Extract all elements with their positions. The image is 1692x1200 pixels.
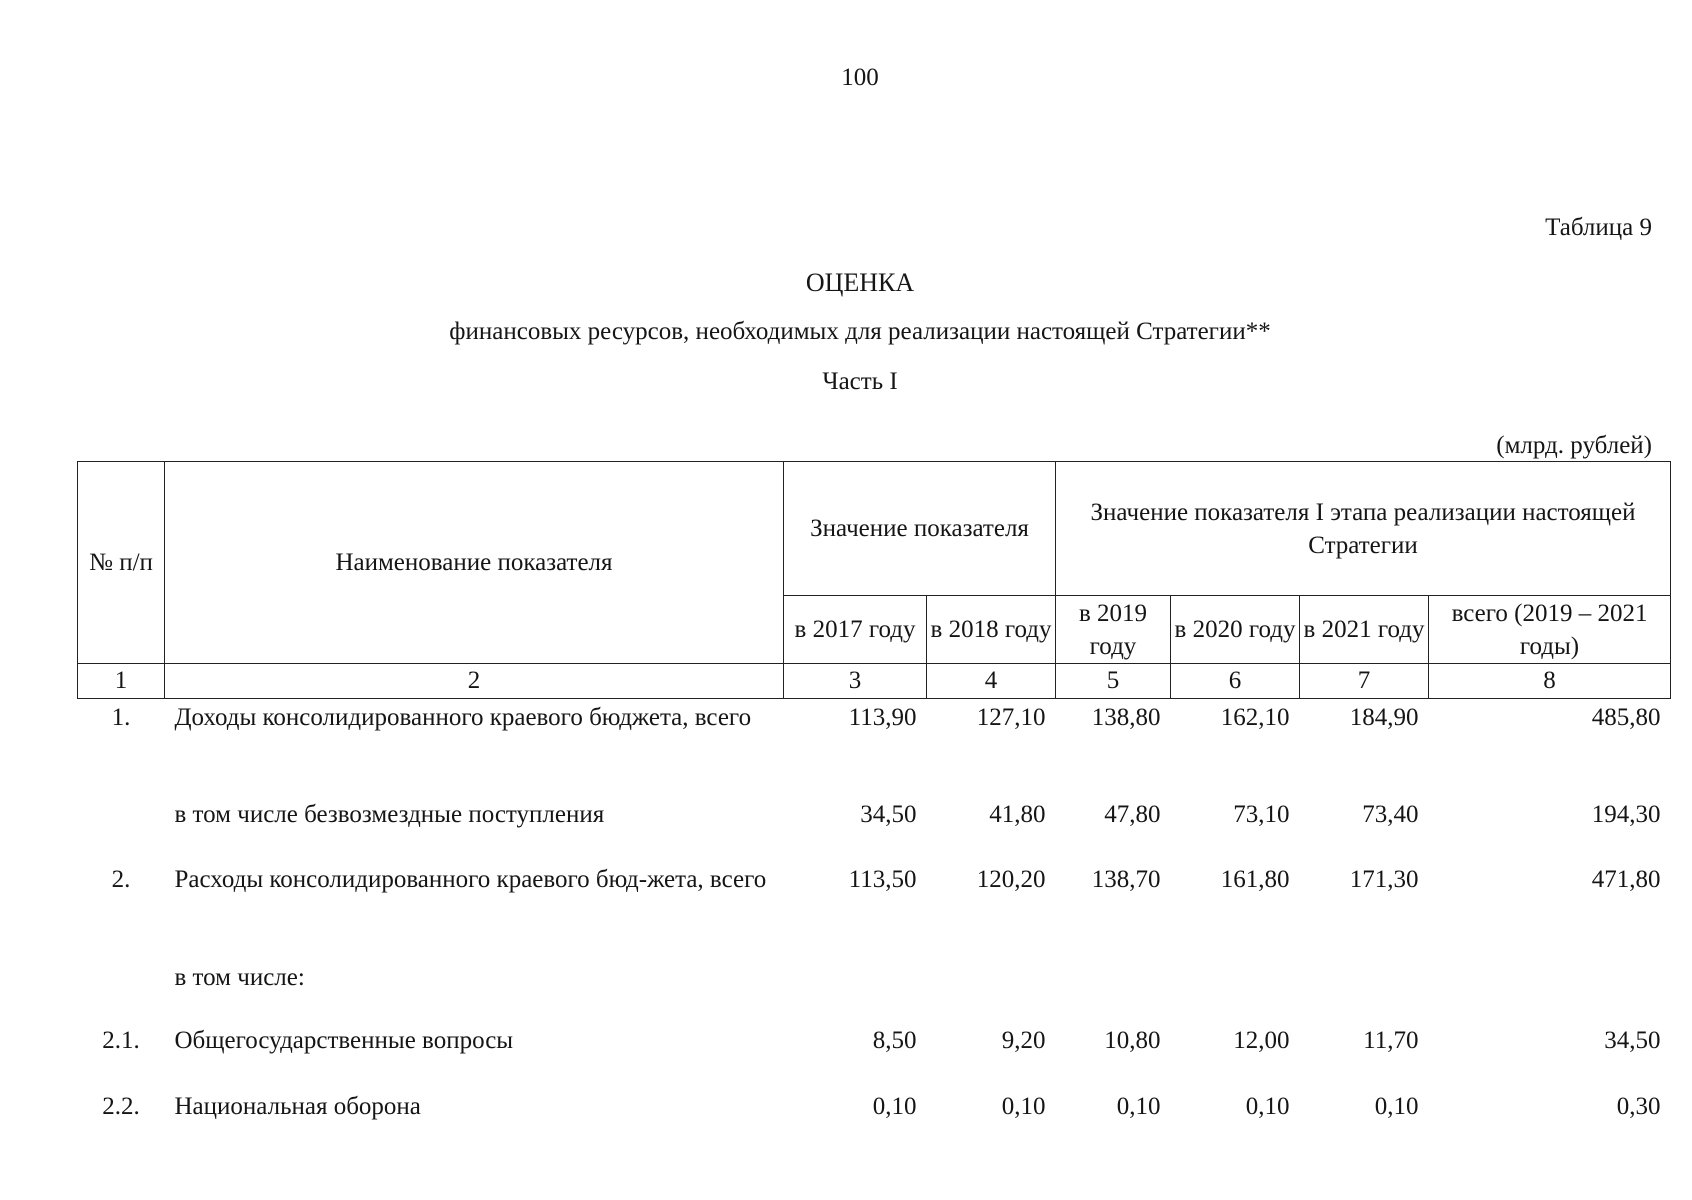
value-total [1429, 959, 1671, 1022]
row-num: 2.1. [102, 1026, 140, 1054]
header-stage-group: Значение показателя I этапа реализации настоящей Стратегии [1056, 462, 1671, 596]
column-number: 7 [1300, 664, 1429, 699]
column-number: 5 [1056, 664, 1171, 699]
value-2019: 47,80 [1104, 800, 1161, 828]
page-number: 100 [841, 64, 879, 91]
row-num: 2.2. [102, 1092, 140, 1120]
row-num [78, 959, 165, 1022]
value-2018: 127,10 [976, 704, 1046, 731]
finance-table [77, 461, 1671, 1148]
value-2019: 138,70 [1091, 865, 1161, 893]
row-name: Национальная оборона [174, 1092, 421, 1120]
table-row [78, 699, 1671, 796]
value-2020 [1171, 959, 1300, 1022]
table-row [78, 861, 1671, 959]
value-2021: 73,40 [1362, 800, 1419, 828]
value-2021 [1300, 959, 1429, 1022]
value-2020: 161,80 [1220, 865, 1290, 893]
column-number-row [78, 664, 1671, 699]
row-num [78, 796, 165, 861]
row-name: Доходы консолидированного краевого бюджета, всего [174, 704, 752, 731]
value-total: 194,30 [1591, 800, 1661, 828]
value-2019: 0,10 [1116, 1092, 1161, 1120]
table-label: Таблица 9 [1545, 214, 1652, 241]
value-2019 [1056, 959, 1171, 1022]
header-value-group: Значение показателя [784, 462, 1056, 596]
value-2017: 113,50 [848, 865, 917, 893]
value-total: 485,80 [1591, 704, 1661, 731]
value-2020: 73,10 [1233, 800, 1290, 828]
value-2018: 120,20 [976, 865, 1046, 893]
value-2021: 11,70 [1363, 1026, 1419, 1054]
value-2019: 138,80 [1091, 704, 1161, 731]
value-2020: 162,10 [1220, 704, 1290, 731]
header-2018: в 2018 году [927, 596, 1056, 664]
value-2021: 0,10 [1374, 1092, 1419, 1120]
table-row [78, 1022, 1671, 1088]
value-total: 34,50 [1604, 1026, 1661, 1054]
table-row [78, 1088, 1671, 1148]
column-number: 3 [784, 664, 927, 699]
units-label: (млрд. рублей) [1496, 432, 1652, 459]
value-2018: 0,10 [1001, 1092, 1046, 1120]
value-2017: 113,90 [848, 704, 917, 731]
value-2021: 184,90 [1349, 704, 1419, 731]
document-title: ОЦЕНКА [805, 268, 915, 297]
value-2017: 8,50 [872, 1026, 917, 1054]
header-name: Наименование показателя [165, 462, 784, 664]
value-2017 [784, 959, 927, 1022]
value-2018: 41,80 [989, 800, 1046, 828]
value-2021: 171,30 [1349, 865, 1419, 893]
table-row [78, 796, 1671, 861]
row-name: в том числе безвозмездные поступления [174, 800, 605, 828]
value-total: 0,30 [1616, 1092, 1661, 1120]
table-row [78, 959, 1671, 1022]
finance-table-wrap [77, 461, 1670, 1148]
column-number: 1 [78, 664, 165, 699]
header-row-1 [78, 462, 1671, 596]
row-name: Общегосударственные вопросы [174, 1026, 514, 1054]
row-name: в том числе: [174, 963, 305, 991]
value-2020: 12,00 [1233, 1026, 1290, 1054]
value-2019: 10,80 [1104, 1026, 1161, 1054]
header-2021: в 2021 году [1300, 596, 1429, 664]
row-name: Расходы консолидированного краевого бюд-жета, всего [174, 865, 767, 893]
value-2017: 34,50 [860, 800, 917, 828]
header-total: всего (2019 – 2021 годы) [1429, 596, 1671, 664]
document-part: Часть I [822, 368, 898, 395]
value-2017: 0,10 [872, 1092, 917, 1120]
column-number: 4 [927, 664, 1056, 699]
value-2018: 9,20 [1001, 1026, 1046, 1054]
value-2018 [927, 959, 1056, 1022]
value-total: 471,80 [1591, 865, 1661, 893]
header-2019: в 2019 году [1056, 596, 1171, 664]
column-number: 8 [1429, 664, 1671, 699]
header-2020: в 2020 году [1171, 596, 1300, 664]
column-number: 2 [165, 664, 784, 699]
column-number: 6 [1171, 664, 1300, 699]
header-2017: в 2017 году [784, 596, 927, 664]
row-num: 1. [111, 704, 131, 731]
document-subtitle: финансовых ресурсов, необходимых для реализации настоящей Стратегии** [449, 318, 1271, 345]
header-num: № п/п [78, 462, 165, 664]
value-2020: 0,10 [1245, 1092, 1290, 1120]
row-num: 2. [111, 865, 131, 893]
